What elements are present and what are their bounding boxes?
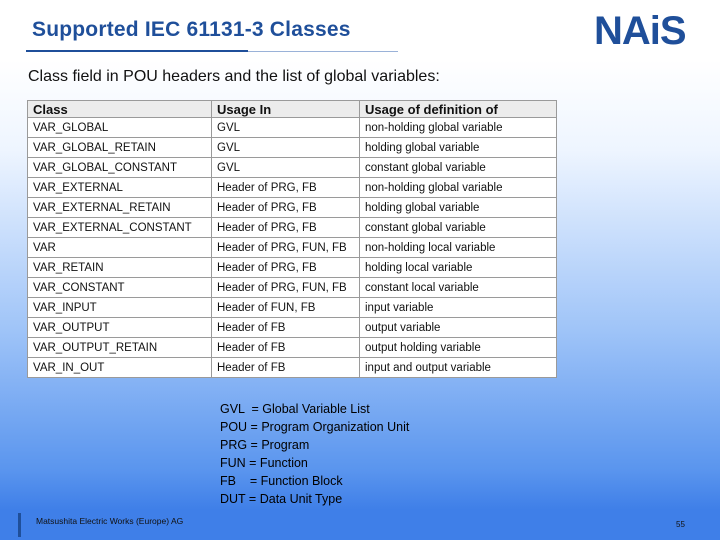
page-title: Supported IEC 61131-3 Classes: [32, 18, 351, 41]
legend-item: PRG = Program: [220, 438, 310, 452]
cell-class: VAR_OUTPUT_RETAIN: [28, 338, 212, 358]
cell-definition: output holding variable: [360, 338, 557, 358]
legend-item: POU = Program Organization Unit: [220, 420, 410, 434]
cell-usage: Header of PRG, FUN, FB: [212, 238, 360, 258]
cell-usage: Header of PRG, FB: [212, 198, 360, 218]
cell-usage: Header of FB: [212, 338, 360, 358]
cell-class: VAR: [28, 238, 212, 258]
nais-logo: [594, 8, 694, 50]
cell-class: VAR_INPUT: [28, 298, 212, 318]
table-row: [28, 338, 557, 358]
table-row: [28, 138, 557, 158]
cell-definition: non-holding global variable: [360, 118, 557, 138]
cell-definition: holding global variable: [360, 138, 557, 158]
table-row: [28, 318, 557, 338]
legend-item: DUT = Data Unit Type: [220, 492, 343, 506]
cell-class: VAR_GLOBAL_RETAIN: [28, 138, 212, 158]
title-underline-thin: [248, 51, 398, 52]
table-row: [28, 358, 557, 378]
page-number: 55: [676, 520, 685, 529]
cell-definition: input and output variable: [360, 358, 557, 378]
cell-class: VAR_EXTERNAL_CONSTANT: [28, 218, 212, 238]
cell-class: VAR_GLOBAL_CONSTANT: [28, 158, 212, 178]
cell-definition: non-holding global variable: [360, 178, 557, 198]
cell-usage: Header of FUN, FB: [212, 298, 360, 318]
footer-accent-bar: [18, 513, 21, 537]
cell-class: VAR_RETAIN: [28, 258, 212, 278]
abbreviation-legend: [220, 400, 409, 508]
cell-usage: Header of FB: [212, 358, 360, 378]
cell-usage: Header of PRG, FB: [212, 258, 360, 278]
cell-definition: constant local variable: [360, 278, 557, 298]
cell-definition: output variable: [360, 318, 557, 338]
table-row: [28, 238, 557, 258]
table-intro: Class field in POU headers and the list of global variables:: [28, 68, 440, 85]
cell-definition: input variable: [360, 298, 557, 318]
cell-class: VAR_GLOBAL: [28, 118, 212, 138]
table-row: [28, 198, 557, 218]
cell-definition: constant global variable: [360, 218, 557, 238]
cell-definition: constant global variable: [360, 158, 557, 178]
table-row: [28, 158, 557, 178]
cell-usage: Header of FB: [212, 318, 360, 338]
cell-definition: holding global variable: [360, 198, 557, 218]
header-class: Class: [28, 101, 212, 118]
table-row: [28, 178, 557, 198]
cell-usage: Header of PRG, FUN, FB: [212, 278, 360, 298]
logo-text: NAiS: [594, 9, 686, 50]
header-usage-in: Usage In: [212, 101, 360, 118]
table-header-row: [28, 101, 557, 118]
legend-item: GVL = Global Variable List: [220, 402, 370, 416]
cell-usage: Header of PRG, FB: [212, 178, 360, 198]
cell-class: VAR_IN_OUT: [28, 358, 212, 378]
cell-class: VAR_EXTERNAL: [28, 178, 212, 198]
cell-usage: GVL: [212, 158, 360, 178]
cell-definition: non-holding local variable: [360, 238, 557, 258]
cell-usage: Header of PRG, FB: [212, 218, 360, 238]
legend-item: FUN = Function: [220, 456, 308, 470]
table-row: [28, 258, 557, 278]
cell-class: VAR_CONSTANT: [28, 278, 212, 298]
cell-usage: GVL: [212, 118, 360, 138]
table-row: [28, 118, 557, 138]
cell-class: VAR_OUTPUT: [28, 318, 212, 338]
table-row: [28, 278, 557, 298]
legend-item: FB = Function Block: [220, 474, 343, 488]
table-row: [28, 218, 557, 238]
footer-company: Matsushita Electric Works (Europe) AG: [36, 516, 184, 526]
classes-table: [27, 100, 557, 378]
cell-definition: holding local variable: [360, 258, 557, 278]
cell-usage: GVL: [212, 138, 360, 158]
title-underline: [26, 50, 248, 52]
table-row: [28, 298, 557, 318]
cell-class: VAR_EXTERNAL_RETAIN: [28, 198, 212, 218]
header-usage-definition: Usage of definition of: [360, 101, 557, 118]
